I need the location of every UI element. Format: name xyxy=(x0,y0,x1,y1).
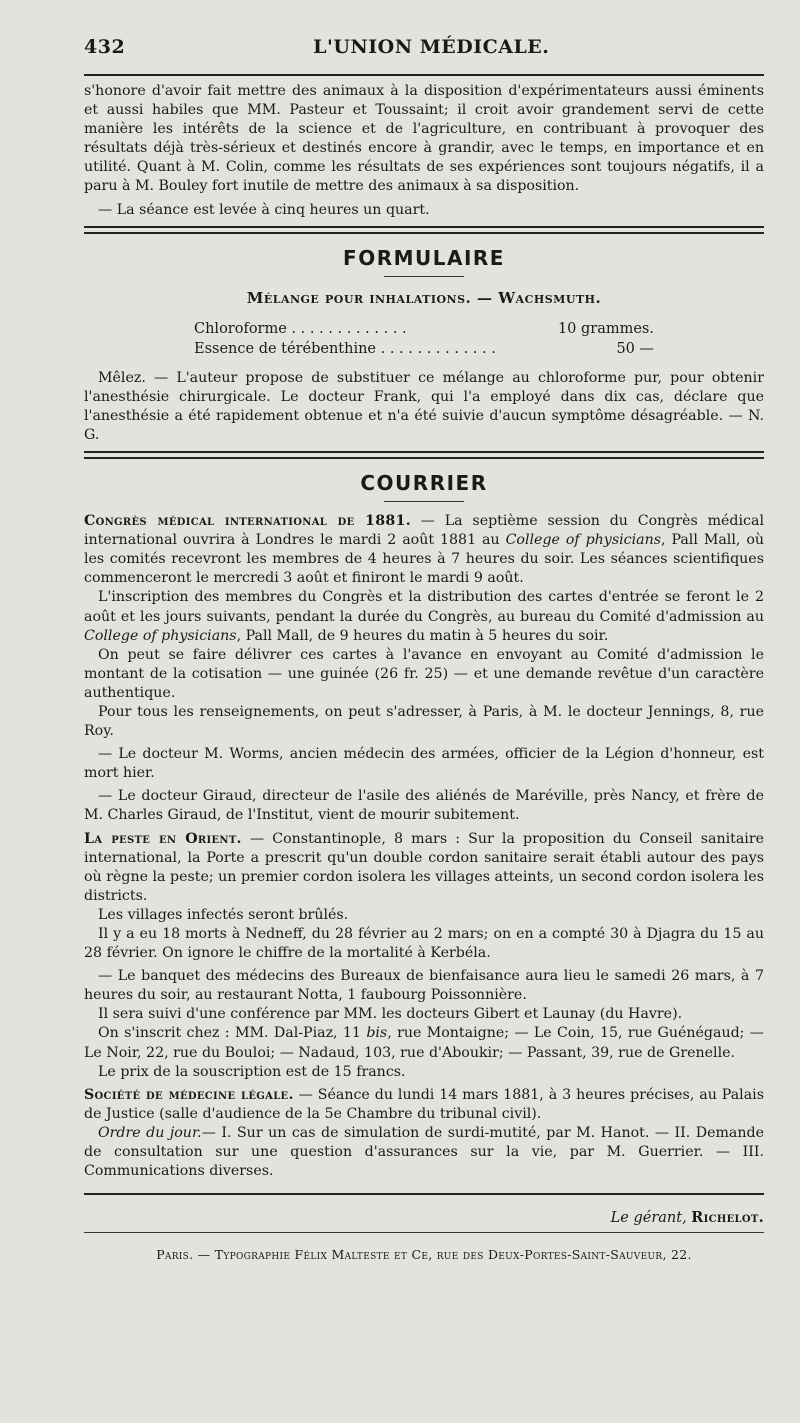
title-underline xyxy=(384,276,464,277)
formulaire-text: Mêlez. — L'auteur propose de substituer ce mélange au chloroforme pur, pour obtenir l'anesthésie chirurgicale. Le docteur Frank, qui l'a employé dans dix cas, déclare que l'anesthésie a été rapidement obtenue et n'a été suivie d'aucun symptôme désagréable. — N. G. xyxy=(84,369,764,443)
societe-text: — Séance du lundi 14 mars 1881, à 3 heures précises, au Palais de Justice (salle d'audience de la 5e Chambre du tribunal civil). xyxy=(84,1086,764,1122)
courrier-title: COURRIER xyxy=(360,471,488,496)
cartes-paragraph: On peut se faire délivrer ces cartes à l'avance en envoyant au Comité d'admission le montant de la cotisation — une guinée (26 fr. 25) — et une demande revêtue d'un caractère authentique. xyxy=(84,646,764,701)
inscrit-text-2: , rue Montaigne; — Le Coin, 15, rue Guénégaud; — Le Noir, 22, rue du Bouloi; — Nadaud, 103, rue d'Aboukir; — Passant, 39, rue de Grenelle. xyxy=(84,1025,764,1061)
giraud-obituary: — Le docteur Giraud, directeur de l'asile des aliénés de Maréville, près Nancy, et frère de M. Charles Giraud, de l'Institut, vient de mourir subitement. xyxy=(84,788,764,824)
ingredient-name: Chloroforme . . . xyxy=(194,319,407,339)
printer-imprint: Paris. — Typographie Félix Malteste et Ce, rue des Deux-Portes-Saint-Sauveur, 22. xyxy=(156,1247,692,1263)
section-divider xyxy=(84,226,764,234)
congres-lead: Congrès médical international de 1881. xyxy=(84,513,411,530)
recipe-row xyxy=(194,339,654,359)
journal-title: L'UNION MÉDICALE. xyxy=(313,36,550,58)
ordre-lead: Ordre du jour. xyxy=(98,1124,202,1141)
section-divider xyxy=(84,451,764,459)
ingredient-qty: 50 — xyxy=(616,340,654,357)
prix-paragraph: Le prix de la souscription est de 15 francs. xyxy=(98,1063,406,1080)
congres-paragraph xyxy=(84,512,764,588)
bis-label: bis xyxy=(366,1025,388,1042)
peste-text: — Constantinople, 8 mars : Sur la proposition du Conseil sanitaire international, la Porte a prescrit qu'un double cordon sanitaire serait établi autour des pays où règne la peste; un premier cordon isolera les villages atteints, un second cordon isolera les districts. xyxy=(84,830,764,904)
ingredient-qty: 10 grammes. xyxy=(557,320,654,337)
recipe-row xyxy=(194,319,654,339)
running-head xyxy=(84,36,764,72)
congres-text-2: , Pall Mall, où les comités recevront les membres de 4 heures à 7 heures du soir. Les séances scientifiques commenceront le mercredi 3 août et finiront le mardi 9 août. xyxy=(84,532,764,587)
ingredient-name: Essence de térébenthine . . . xyxy=(194,339,496,359)
banquet-paragraph: — Le banquet des médecins des Bureaux de bienfaisance aura lieu le samedi 26 mars, à 7 heures du soir, au restaurant Notta, 1 faubourg Poissonnière. xyxy=(84,968,764,1004)
societe-paragraph xyxy=(84,1086,764,1124)
conference-paragraph: Il sera suivi d'une conférence par MM. les docteurs Gibert et Launay (du Havre). xyxy=(98,1006,683,1023)
seance-closing: — La séance est levée à cinq heures un quart. xyxy=(98,201,430,218)
ordre-text: — I. Sur un cas de simulation de surdi-mutité, par M. Hanot. — II. Demande de consultation sur une question d'assurances sur la vie, par M. Guerrier. — III. Communications diverses. xyxy=(84,1124,764,1180)
ordre-paragraph xyxy=(84,1124,764,1181)
footer-rule xyxy=(84,1193,764,1195)
villages-paragraph: Les villages infectés seront brûlés. xyxy=(98,906,349,923)
college-name: College of physicians xyxy=(84,627,237,644)
inscription-text: L'inscription des membres du Congrès et la distribution des cartes d'entrée se feront le 2 août et les jours suivants, pendant la durée du Congrès, au bureau du Comité d'admission au xyxy=(84,589,764,625)
morts-paragraph: Il y a eu 18 morts à Nedneff, du 28 février au 2 mars; on en a compté 30 à Djagra du 15 au 28 février. On ignore le chiffre de la mortalité à Kerbéla. xyxy=(84,926,764,962)
formulaire-title: FORMULAIRE xyxy=(343,245,505,270)
formulaire-subtitle: Mélange pour inhalations. — Wachsmuth. xyxy=(246,288,602,307)
societe-lead: Société de médecine légale. xyxy=(84,1086,294,1103)
page-number: 432 xyxy=(84,36,126,58)
peste-lead: La peste en Orient. xyxy=(84,830,242,847)
gerant-name: Richelot. xyxy=(691,1209,764,1227)
inscription-text-2: , Pall Mall, de 9 heures du matin à 5 heures du soir. xyxy=(236,627,609,644)
recipe-list xyxy=(194,319,654,359)
header-rule xyxy=(84,74,764,76)
gerant-label: Le gérant, xyxy=(610,1210,687,1227)
inscrit-text: On s'inscrit chez : MM. Dal-Piaz, 11 xyxy=(98,1025,361,1042)
college-name: College of physicians xyxy=(505,532,661,549)
worms-obituary: — Le docteur M. Worms, ancien médecin des armées, officier de la Légion d'honneur, est mort hier. xyxy=(84,746,764,782)
gerant-signature xyxy=(84,1209,764,1226)
intro-paragraph: s'honore d'avoir fait mettre des animaux à la disposition d'expérimentateurs aussi éminents et aussi habiles que MM. Pasteur et Toussaint; il croit avoir grandement servi de cette manière les intérêts de la science et de l'agriculture, en contribuant à provoquer des résultats déjà très-sérieux et destinés encore à grandir, avec le temps, en importance et en utilité. Quant à M. Colin, comme les résultats de ses expériences sont toujours négatifs, il a paru à M. Bouley fort inutile de mettre des animaux à sa disposition. xyxy=(84,83,764,195)
peste-paragraph xyxy=(84,830,764,906)
inscrit-paragraph xyxy=(84,1024,764,1062)
congres-text: — La septième session du Congrès médical international ouvrira à Londres le mardi 2 août 1881 au xyxy=(84,513,764,549)
title-underline xyxy=(384,501,464,502)
inscription-paragraph xyxy=(84,588,764,645)
imprint-rule xyxy=(84,1232,764,1233)
renseignements-paragraph: Pour tous les renseignements, on peut s'adresser, à Paris, à M. le docteur Jennings, 8, rue Roy. xyxy=(84,703,764,740)
